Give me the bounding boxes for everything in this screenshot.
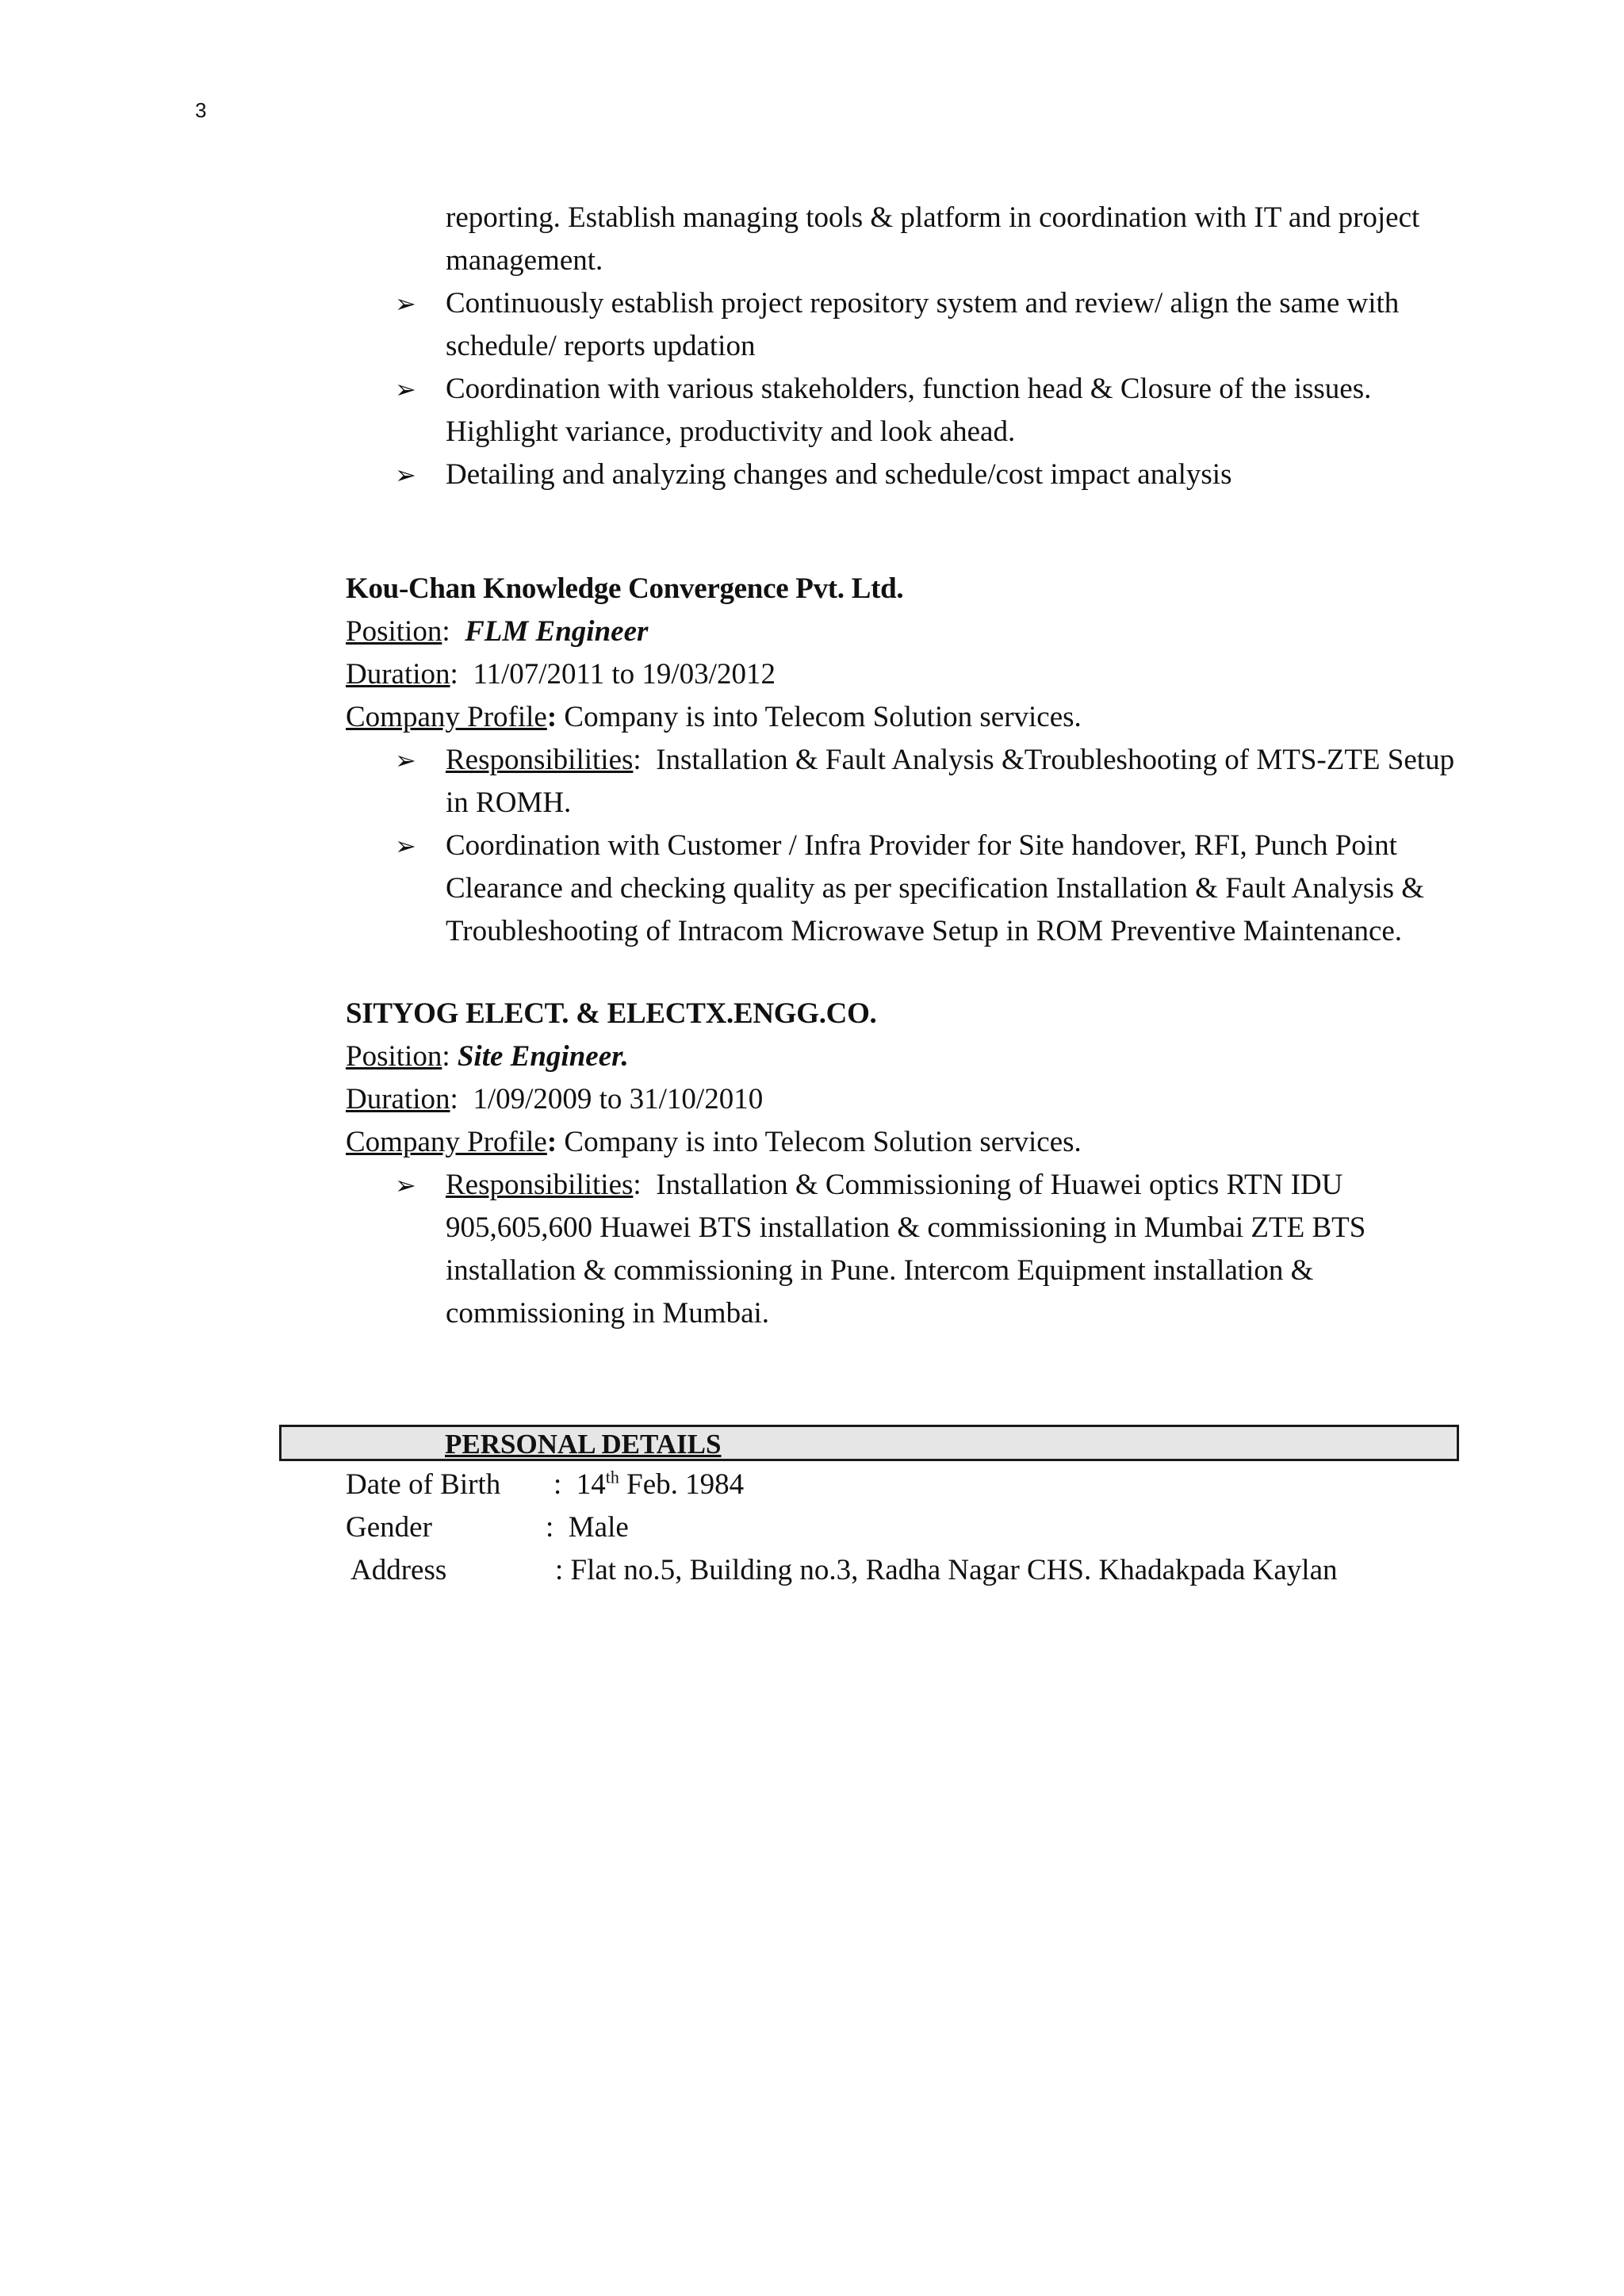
responsibilities-label: Responsibilities <box>446 1169 634 1201</box>
job-entry-koughan <box>346 568 1472 953</box>
dob-row <box>346 1464 1472 1506</box>
gender-label: Gender <box>346 1511 432 1544</box>
gender-value: : Male <box>546 1511 629 1544</box>
dob-rest: Feb. 1984 <box>626 1468 745 1501</box>
responsibilities-text: Installation & Fault Analysis &Troubleshooting of MTS-ZTE Setup in ROMH. <box>446 744 1455 819</box>
address-text: Flat no.5, Building no.3, Radha Nagar CHS. Khadakpada Kaylan <box>570 1554 1338 1586</box>
address-value: : Flat no.5, Building no.3, Radha Nagar CHS. Khadakpada Kaylan <box>555 1554 1338 1586</box>
arrow-bullet-icon: ➢ <box>395 289 416 319</box>
dob-day: 14 <box>576 1468 606 1501</box>
dob-suffix: th <box>605 1467 619 1487</box>
arrow-bullet-icon: ➢ <box>395 374 416 404</box>
position-value: FLM Engineer <box>465 615 649 648</box>
document-body <box>346 197 1472 1335</box>
duration-label: Duration <box>346 658 450 691</box>
job-bullet-list <box>346 1164 1472 1335</box>
address-row <box>346 1549 1472 1592</box>
duration-line: Duration: 11/07/2011 to 19/03/2012 <box>346 658 776 691</box>
profile-label: Company Profile <box>346 1126 547 1158</box>
job-entry-sityog <box>346 993 1472 1335</box>
job-bullet-list <box>346 739 1472 953</box>
position-line: Position: Site Engineer. <box>346 1040 629 1073</box>
personal-details <box>346 1464 1472 1592</box>
gender-text: Male <box>568 1511 629 1544</box>
bullet-text: Coordination with various stakeholders, function head & Closure of the issues. Highlight variance, productivity and look ahead. <box>446 373 1372 448</box>
personal-details-header <box>279 1425 1459 1461</box>
position-label: Position <box>346 615 442 648</box>
arrow-bullet-icon: ➢ <box>395 1170 416 1200</box>
profile-value: Company is into Telecom Solution services. <box>564 701 1082 733</box>
page-number: 3 <box>195 98 207 122</box>
bullet-text: Continuously establish project repository system and review/ align the same with schedule/ reports updation <box>446 287 1400 362</box>
list-item <box>346 825 1472 953</box>
duration-line: Duration: 1/09/2009 to 31/10/2010 <box>346 1083 764 1115</box>
company-name: SITYOG ELECT. & ELECTX.ENGG.CO. <box>346 997 877 1030</box>
gender-row <box>346 1506 1472 1549</box>
list-item: ➢ Responsibilities: Installation & Fault Analysis &Troubleshooting of MTS-ZTE Setup in ROMH. <box>346 739 1472 825</box>
list-item: ➢ Responsibilities: Installation & Commissioning of Huawei optics RTN IDU 905,605,600 Huawei BTS installation & commissioning in Mumbai ZTE BTS installation & commissioning in Pune. Intercom Equipment installation & commissioning in Mumbai. <box>346 1164 1472 1335</box>
arrow-bullet-icon: ➢ <box>395 460 416 490</box>
list-item <box>346 282 1472 368</box>
duration-value: 11/07/2011 to 19/03/2012 <box>473 658 776 691</box>
personal-details-title: PERSONAL DETAILS <box>445 1429 722 1460</box>
arrow-bullet-icon: ➢ <box>395 831 416 861</box>
profile-line: Company Profile: Company is into Telecom Solution services. <box>346 701 1082 733</box>
responsibilities-text: Installation & Commissioning of Huawei optics RTN IDU 905,605,600 Huawei BTS installation & commissioning in Mumbai ZTE BTS installation & commissioning in Pune. Intercom Equipment installation & commissioning in Mumbai. <box>446 1169 1366 1330</box>
profile-line: Company Profile: Company is into Telecom Solution services. <box>346 1126 1082 1158</box>
dob-value: : 14th Feb. 1984 <box>553 1467 745 1501</box>
dob-label: Date of Birth <box>346 1468 501 1501</box>
responsibilities-label: Responsibilities <box>446 744 634 776</box>
list-item <box>346 368 1472 453</box>
position-line: Position: FLM Engineer <box>346 615 649 648</box>
duration-label: Duration <box>346 1083 450 1115</box>
duration-value: 1/09/2009 to 31/10/2010 <box>473 1083 764 1115</box>
bullet-text: Coordination with Customer / Infra Provider for Site handover, RFI, Punch Point Clearance and checking quality as per specification Installation & Fault Analysis & Troubleshooting of Intracom Microwave Setup in ROM Preventive Maintenance. <box>446 829 1425 947</box>
position-label: Position <box>346 1040 442 1073</box>
profile-label: Company Profile <box>346 701 547 733</box>
bullet-text: Detailing and analyzing changes and schedule/cost impact analysis <box>446 458 1232 491</box>
company-name: Kou-Chan Knowledge Convergence Pvt. Ltd. <box>346 572 904 605</box>
arrow-bullet-icon: ➢ <box>395 745 416 775</box>
intro-bullet-list <box>346 282 1472 496</box>
address-label: Address <box>350 1554 447 1586</box>
position-value: Site Engineer. <box>457 1040 629 1073</box>
intro-continuation: reporting. Establish managing tools & platform in coordination with IT and project management. <box>446 201 1420 277</box>
profile-value: Company is into Telecom Solution services. <box>564 1126 1082 1158</box>
list-item <box>346 453 1472 496</box>
